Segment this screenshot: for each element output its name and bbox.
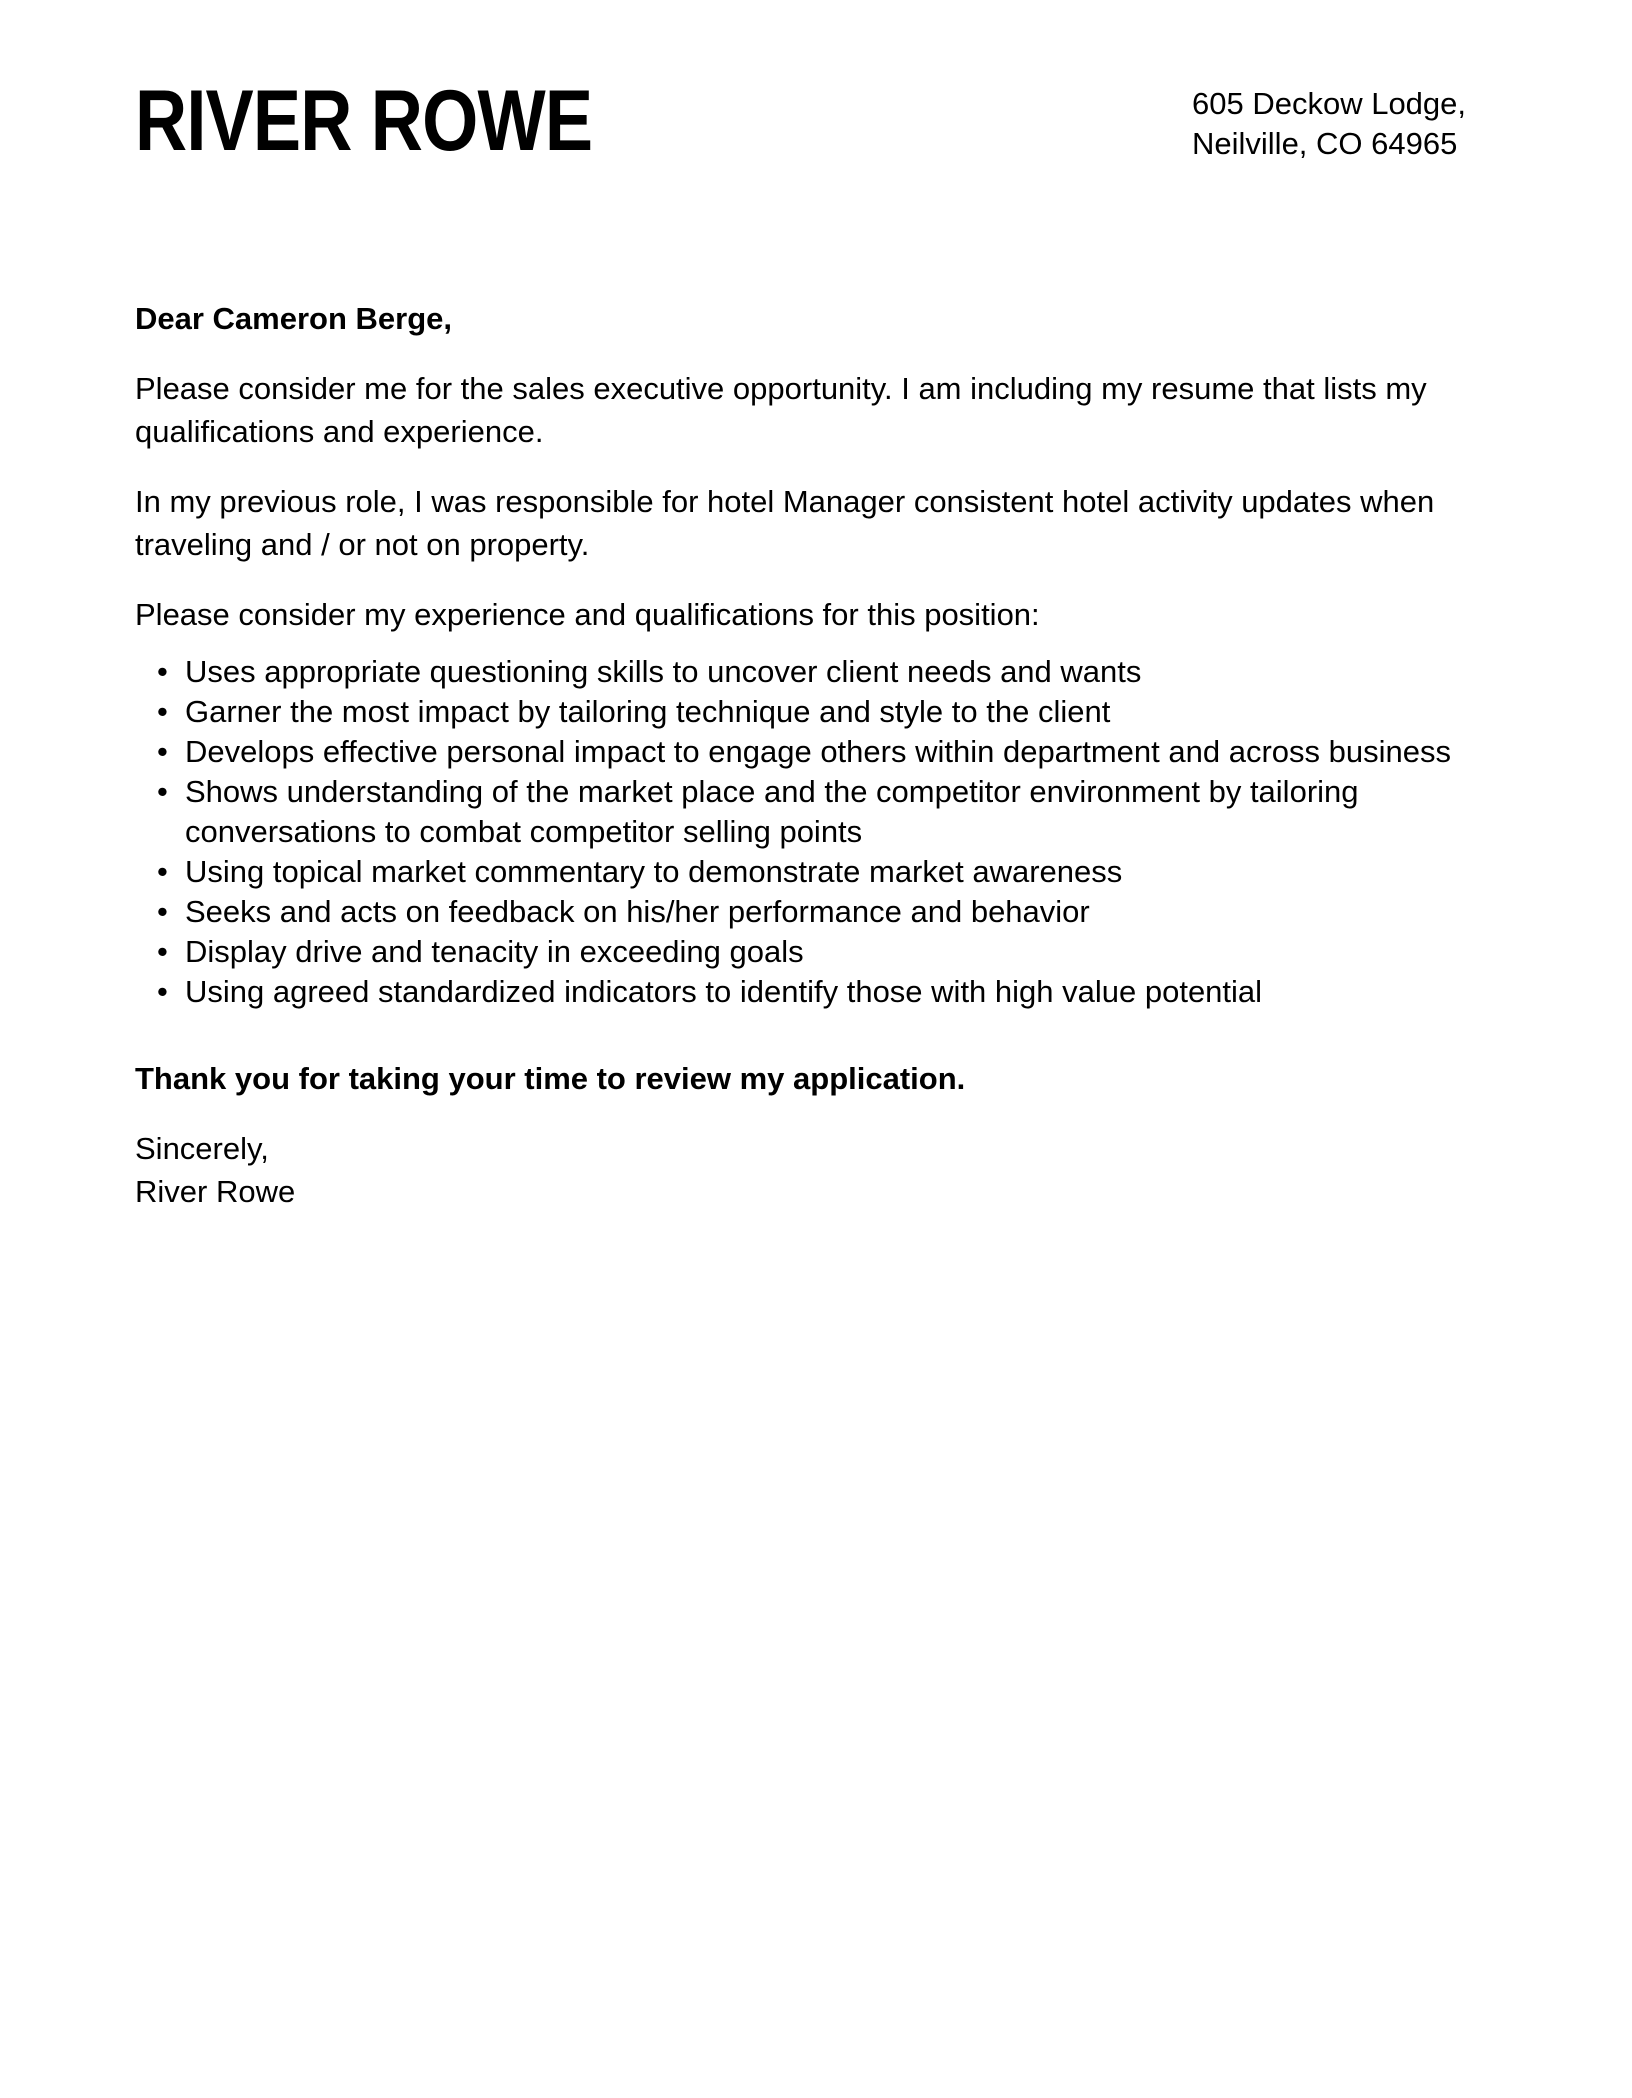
sender-address: [1192, 84, 1497, 164]
qualifications-list: [135, 652, 1497, 1012]
address-line-1: 605 Deckow Lodge,: [1192, 86, 1467, 121]
letter-header: [135, 73, 1497, 169]
closing-sincerely: Sincerely,: [135, 1131, 269, 1166]
list-item: • Using agreed standardized indicators to identify those with high value potential: [185, 972, 1497, 1012]
list-item: • Display drive and tenacity in exceeding goals: [185, 932, 1497, 972]
paragraph-intro: Please consider me for the sales executive opportunity. I am including my resume that lists my qualifications and experience.: [135, 371, 1427, 449]
list-item: • Shows understanding of the market place and the competitor environment by tailoring conversations to combat competitor selling points: [185, 772, 1497, 852]
salutation: Dear Cameron Berge,: [135, 301, 453, 336]
list-item: • Garner the most impact by tailoring technique and style to the client: [185, 692, 1497, 732]
paragraph-qualifications-intro: Please consider my experience and qualifications for this position:: [135, 597, 1040, 632]
signature-block: [135, 1127, 1497, 1213]
paragraph-previous-role: In my previous role, I was responsible for hotel Manager consistent hotel activity updates when traveling and / or not on property.: [135, 484, 1435, 562]
list-item: • Seeks and acts on feedback on his/her performance and behavior: [185, 892, 1497, 932]
signature-name: River Rowe: [135, 1174, 296, 1209]
address-line-2: Neilville, CO 64965: [1192, 126, 1458, 161]
list-item: • Using topical market commentary to demonstrate market awareness: [185, 852, 1497, 892]
sender-name: RIVER ROWE: [135, 73, 593, 169]
list-item: • Develops effective personal impact to engage others within department and across business: [185, 732, 1497, 772]
closing-thanks: Thank you for taking your time to review my application.: [135, 1061, 966, 1096]
list-item: • Uses appropriate questioning skills to uncover client needs and wants: [185, 652, 1497, 692]
